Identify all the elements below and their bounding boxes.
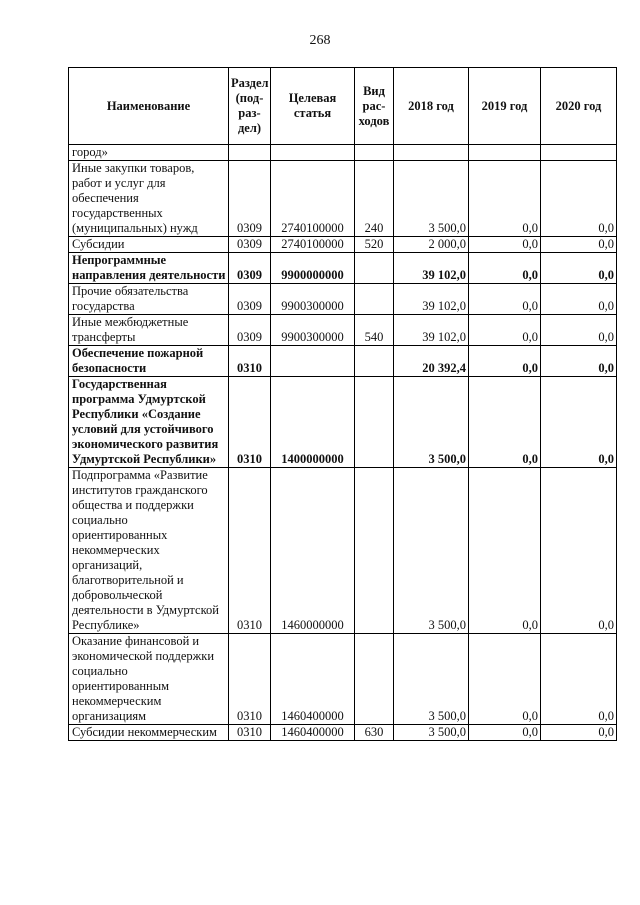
row-2018: 3 500,0 (394, 468, 469, 634)
budget-table (68, 67, 617, 741)
row-2020: 0,0 (541, 468, 617, 634)
row-2019: 0,0 (469, 468, 541, 634)
row-name: город» (69, 145, 229, 161)
row-target (271, 346, 355, 377)
row-name: Оказание финансовой и экономической поддержки социально ориентированным некоммерческим организациям (69, 634, 229, 725)
row-2018: 39 102,0 (394, 253, 469, 284)
row-2019: 0,0 (469, 725, 541, 741)
row-target: 1460400000 (271, 634, 355, 725)
row-2020: 0,0 (541, 377, 617, 468)
row-2020: 0,0 (541, 253, 617, 284)
row-expense-type (355, 145, 394, 161)
row-target: 9900300000 (271, 315, 355, 346)
row-2018: 39 102,0 (394, 315, 469, 346)
row-target: 2740100000 (271, 161, 355, 237)
row-2019: 0,0 (469, 346, 541, 377)
row-target: 9900000000 (271, 253, 355, 284)
row-section: 0310 (229, 468, 271, 634)
row-2020: 0,0 (541, 725, 617, 741)
row-name: Прочие обязательства государства (69, 284, 229, 315)
header-target: Целевая статья (271, 68, 355, 145)
row-2019: 0,0 (469, 377, 541, 468)
row-2018 (394, 145, 469, 161)
row-section: 0309 (229, 253, 271, 284)
row-2020 (541, 145, 617, 161)
row-expense-type (355, 377, 394, 468)
row-expense-type (355, 253, 394, 284)
row-name: Субсидии (69, 237, 229, 253)
row-section: 0310 (229, 634, 271, 725)
row-2018: 3 500,0 (394, 634, 469, 725)
row-2019: 0,0 (469, 315, 541, 346)
page-number: 268 (309, 33, 331, 48)
row-2018: 20 392,4 (394, 346, 469, 377)
row-2019: 0,0 (469, 253, 541, 284)
row-name: Иные закупки товаров, работ и услуг для обеспечения государственных (муниципальных) нужд (69, 161, 229, 237)
row-2019: 0,0 (469, 284, 541, 315)
row-expense-type: 630 (355, 725, 394, 741)
table-row (69, 468, 617, 634)
row-section: 0309 (229, 284, 271, 315)
row-target: 1400000000 (271, 377, 355, 468)
header-2018: 2018 год (394, 68, 469, 145)
header-expense-type: Вид рас-ходов (355, 68, 394, 145)
row-section: 0309 (229, 315, 271, 346)
row-expense-type (355, 284, 394, 315)
header-name: Наименование (69, 68, 229, 145)
row-2020: 0,0 (541, 237, 617, 253)
row-expense-type: 520 (355, 237, 394, 253)
row-2020: 0,0 (541, 346, 617, 377)
table-row (69, 315, 617, 346)
table-row (69, 145, 617, 161)
row-section: 0310 (229, 346, 271, 377)
row-2020: 0,0 (541, 315, 617, 346)
row-section (229, 145, 271, 161)
row-name: Обеспечение пожарной безопасности (69, 346, 229, 377)
row-2019 (469, 145, 541, 161)
row-2018: 3 500,0 (394, 161, 469, 237)
table-row (69, 377, 617, 468)
row-2019: 0,0 (469, 634, 541, 725)
row-2020: 0,0 (541, 634, 617, 725)
row-section: 0309 (229, 237, 271, 253)
row-2020: 0,0 (541, 161, 617, 237)
row-expense-type (355, 468, 394, 634)
row-name: Непрограммные направления деятельности (69, 253, 229, 284)
row-expense-type: 240 (355, 161, 394, 237)
row-target: 1460000000 (271, 468, 355, 634)
row-expense-type (355, 634, 394, 725)
table-row (69, 346, 617, 377)
row-2019: 0,0 (469, 237, 541, 253)
row-2020: 0,0 (541, 284, 617, 315)
row-name: Подпрограмма «Развитие институтов гражданского общества и поддержки социально ориентированных некоммерческих организаций, благотворительной и добровольческой деятельности в Удмуртской Республике» (69, 468, 229, 634)
table-header-row (69, 68, 617, 145)
row-target: 1460400000 (271, 725, 355, 741)
row-2018: 3 500,0 (394, 377, 469, 468)
table-row (69, 284, 617, 315)
row-name: Иные межбюджетные трансферты (69, 315, 229, 346)
row-expense-type: 540 (355, 315, 394, 346)
row-section: 0310 (229, 377, 271, 468)
row-target: 9900300000 (271, 284, 355, 315)
row-2018: 3 500,0 (394, 725, 469, 741)
table-row (69, 161, 617, 237)
header-2019: 2019 год (469, 68, 541, 145)
table-row (69, 634, 617, 725)
header-2020: 2020 год (541, 68, 617, 145)
table-row (69, 253, 617, 284)
row-expense-type (355, 346, 394, 377)
table-row (69, 725, 617, 741)
row-target (271, 145, 355, 161)
row-name: Субсидии некоммерческим (69, 725, 229, 741)
row-section: 0309 (229, 161, 271, 237)
header-section: Раздел (под-раз-дел) (229, 68, 271, 145)
row-2019: 0,0 (469, 161, 541, 237)
row-2018: 2 000,0 (394, 237, 469, 253)
row-2018: 39 102,0 (394, 284, 469, 315)
row-target: 2740100000 (271, 237, 355, 253)
row-name: Государственная программа Удмуртской Республики «Создание условий для устойчивого экономического развития Удмуртской Республики» (69, 377, 229, 468)
row-section: 0310 (229, 725, 271, 741)
table-row (69, 237, 617, 253)
